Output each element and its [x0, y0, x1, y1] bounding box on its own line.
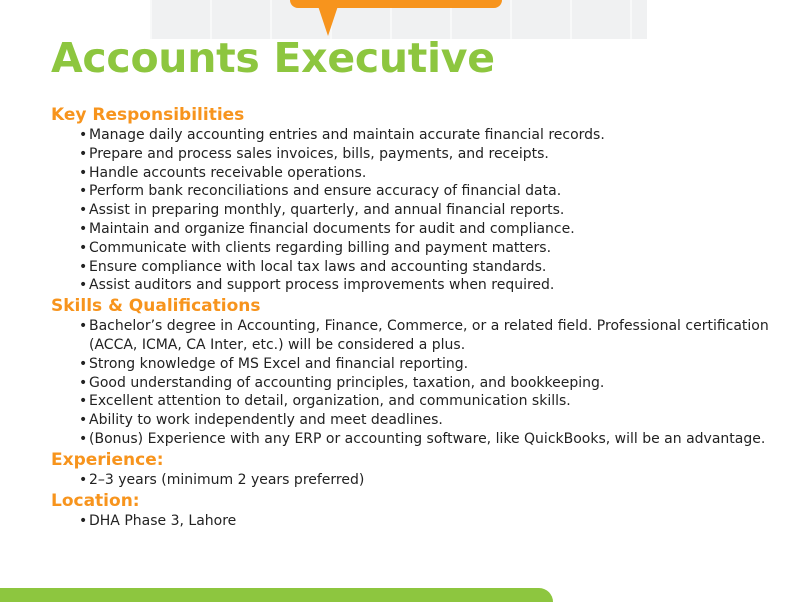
bullet-icon: •: [79, 471, 88, 488]
bullet-icon: •: [79, 258, 88, 275]
list-item: [79, 392, 781, 411]
list-item: [79, 411, 781, 430]
list-item: [79, 317, 781, 355]
bullet-icon: •: [79, 374, 88, 391]
section-location: [51, 490, 781, 531]
experience-list: [51, 471, 781, 490]
bullet-icon: •: [79, 393, 88, 410]
bullet-icon: •: [79, 430, 88, 447]
list-item: [79, 374, 781, 393]
list-item: [79, 512, 781, 531]
list-item-text: Maintain and organize financial documents for audit and compliance.: [89, 220, 575, 237]
responsibilities-list: [51, 126, 781, 295]
list-item: [79, 258, 781, 277]
list-item-text: Communicate with clients regarding billing and payment matters.: [89, 239, 552, 256]
bullet-icon: •: [79, 355, 88, 372]
list-item: [79, 239, 781, 258]
list-item-text: (Bonus) Experience with any ERP or accounting software, like QuickBooks, will be an advantage.: [89, 430, 766, 447]
list-item: [79, 182, 781, 201]
section-experience: [51, 449, 781, 490]
list-item-text: Prepare and process sales invoices, bills, payments, and receipts.: [89, 145, 549, 162]
bullet-icon: •: [79, 318, 88, 335]
bullet-icon: •: [79, 145, 88, 162]
list-item: [79, 355, 781, 374]
list-item-text: Manage daily accounting entries and maintain accurate financial records.: [89, 127, 605, 143]
job-title: Accounts Executive: [51, 34, 495, 82]
location-list: [51, 512, 781, 531]
list-item-text: 2–3 years (minimum 2 years preferred): [89, 471, 365, 488]
job-description: [51, 104, 781, 530]
list-item: [79, 471, 781, 490]
list-item: [79, 220, 781, 239]
list-item: [79, 164, 781, 183]
speech-bubble-tail: [318, 6, 338, 36]
bullet-icon: •: [79, 512, 88, 529]
list-item-text: Ability to work independently and meet deadlines.: [89, 412, 443, 429]
list-item-text: Perform bank reconciliations and ensure accuracy of financial data.: [89, 183, 562, 200]
list-item-text: Good understanding of accounting principles, taxation, and bookkeeping.: [89, 374, 605, 391]
section-key-responsibilities: [51, 104, 781, 295]
section-heading: Experience:: [51, 449, 164, 470]
list-item-text: Ensure compliance with local tax laws and accounting standards.: [89, 258, 547, 275]
skills-list: [51, 317, 781, 449]
list-item-text: Assist in preparing monthly, quarterly, and annual financial reports.: [89, 202, 565, 219]
bullet-icon: •: [79, 164, 88, 181]
list-item-text: DHA Phase 3, Lahore: [89, 512, 237, 529]
list-item: [79, 276, 781, 295]
bullet-icon: •: [79, 127, 88, 143]
list-item-text: Handle accounts receivable operations.: [89, 164, 367, 181]
section-heading: Key Responsibilities: [51, 105, 245, 125]
list-item: [79, 126, 781, 145]
list-item-text: Strong knowledge of MS Excel and financial reporting.: [89, 355, 469, 372]
bullet-icon: •: [79, 220, 88, 237]
bullet-icon: •: [79, 202, 88, 219]
list-item: [79, 201, 781, 220]
list-item-text: Bachelor’s degree in Accounting, Finance, Commerce, or a related field. Professional certification (ACCA, ICMA, CA Inter, etc.) will be considered a plus.: [89, 318, 769, 353]
bullet-icon: •: [79, 412, 88, 429]
bullet-icon: •: [79, 239, 88, 256]
list-item-text: Assist auditors and support process improvements when required.: [89, 277, 555, 294]
list-item-text: Excellent attention to detail, organization, and communication skills.: [89, 393, 571, 410]
bullet-icon: •: [79, 183, 88, 200]
list-item: [79, 145, 781, 164]
bullet-icon: •: [79, 277, 88, 294]
section-skills-qualifications: [51, 295, 781, 449]
section-heading: Skills & Qualifications: [51, 296, 261, 317]
section-heading: Location:: [51, 490, 140, 511]
list-item: [79, 430, 781, 449]
